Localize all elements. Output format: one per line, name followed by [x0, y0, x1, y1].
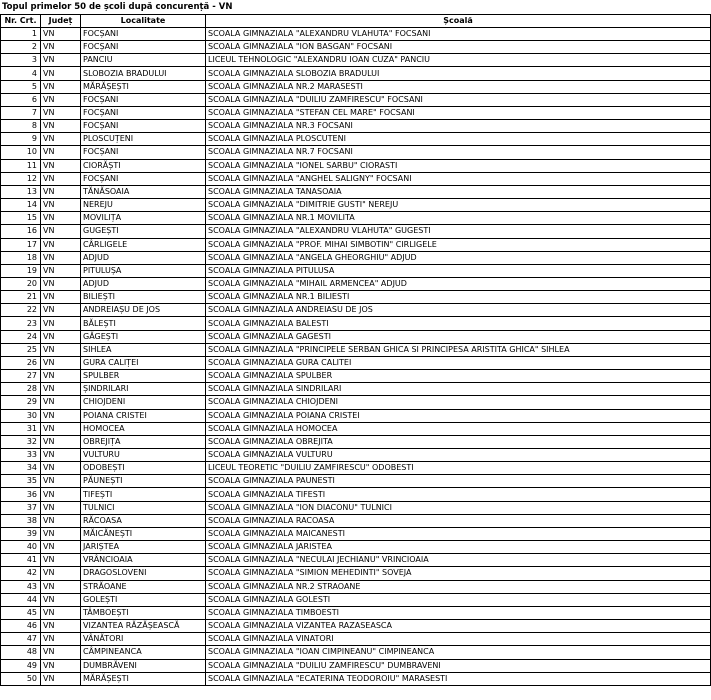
cell-nr: 26 [1, 356, 41, 369]
cell-nr: 4 [1, 67, 41, 80]
cell-nr: 15 [1, 212, 41, 225]
cell-judet: VN [41, 67, 81, 80]
cell-judet: VN [41, 277, 81, 290]
cell-localitate: CHIOJDENI [81, 396, 206, 409]
cell-scoala: SCOALA GIMNAZIALA "MIHAIL ARMENCEA" ADJUD [206, 277, 711, 290]
cell-localitate: TÂMBOEȘTI [81, 606, 206, 619]
table-row [1, 330, 711, 343]
table-row [1, 554, 711, 567]
cell-nr: 37 [1, 501, 41, 514]
cell-scoala: SCOALA GIMNAZIALA TANASOAIA [206, 185, 711, 198]
cell-scoala: SCOALA GIMNAZIALA "ECATERINA TEODOROIU" MARASESTI [206, 672, 711, 685]
cell-nr: 23 [1, 317, 41, 330]
cell-localitate: TĂNĂSOAIA [81, 185, 206, 198]
cell-localitate: GĂGEȘTI [81, 330, 206, 343]
cell-localitate: MĂICĂNEȘTI [81, 527, 206, 540]
cell-judet: VN [41, 659, 81, 672]
cell-localitate: VÂNĂTORI [81, 633, 206, 646]
cell-judet: VN [41, 120, 81, 133]
cell-scoala: SCOALA GIMNAZIALA VINATORI [206, 633, 711, 646]
cell-localitate: TIFEȘTI [81, 488, 206, 501]
cell-localitate: FOCȘANI [81, 106, 206, 119]
cell-localitate: ADJUD [81, 251, 206, 264]
cell-scoala: SCOALA GIMNAZIALA NR.7 FOCSANI [206, 146, 711, 159]
cell-localitate: GUGEȘTI [81, 225, 206, 238]
cell-scoala: SCOALA GIMNAZIALA "NECULAI JECHIANU" VRINCIOAIA [206, 554, 711, 567]
cell-scoala: SCOALA GIMNAZIALA GURA CALITEI [206, 356, 711, 369]
cell-localitate: GOLEȘTI [81, 593, 206, 606]
cell-localitate: DRAGOSLOVENI [81, 567, 206, 580]
cell-nr: 44 [1, 593, 41, 606]
table-row [1, 646, 711, 659]
cell-localitate: POIANA CRISTEI [81, 409, 206, 422]
cell-judet: VN [41, 527, 81, 540]
cell-localitate: FOCȘANI [81, 41, 206, 54]
cell-nr: 34 [1, 462, 41, 475]
cell-judet: VN [41, 554, 81, 567]
cell-localitate: FOCȘANI [81, 93, 206, 106]
cell-localitate: ODOBEȘTI [81, 462, 206, 475]
cell-localitate: CÂRLIGELE [81, 238, 206, 251]
cell-scoala: SCOALA GIMNAZIALA "SIMION MEHEDINTI" SOVEJA [206, 567, 711, 580]
cell-localitate: PANCIU [81, 54, 206, 67]
cell-scoala: SCOALA GIMNAZIALA "ANGHEL SALIGNY" FOCSANI [206, 172, 711, 185]
cell-scoala: SCOALA GIMNAZIALA NR.3 FOCSANI [206, 120, 711, 133]
schools-table [0, 14, 711, 686]
table-row [1, 238, 711, 251]
cell-scoala: SCOALA GIMNAZIALA "ANGELA GHEORGHIU" ADJUD [206, 251, 711, 264]
cell-scoala: SCOALA GIMNAZIALA "ION DIACONU" TULNICI [206, 501, 711, 514]
cell-judet: VN [41, 330, 81, 343]
cell-nr: 18 [1, 251, 41, 264]
cell-localitate: MOVILIȚA [81, 212, 206, 225]
table-row [1, 251, 711, 264]
table-row [1, 514, 711, 527]
cell-scoala: SCOALA GIMNAZIALA SINDRILARI [206, 383, 711, 396]
cell-nr: 6 [1, 93, 41, 106]
cell-judet: VN [41, 475, 81, 488]
cell-nr: 43 [1, 580, 41, 593]
table-row [1, 199, 711, 212]
cell-judet: VN [41, 409, 81, 422]
cell-scoala: SCOALA GIMNAZIALA RACOASA [206, 514, 711, 527]
cell-scoala: SCOALA GIMNAZIALA "DIMITRIE GUSTI" NEREJU [206, 199, 711, 212]
table-row [1, 422, 711, 435]
cell-judet: VN [41, 28, 81, 41]
cell-scoala: SCOALA GIMNAZIALA NR.2 MARASESTI [206, 80, 711, 93]
cell-scoala: SCOALA GIMNAZIALA SLOBOZIA BRADULUI [206, 67, 711, 80]
table-row [1, 93, 711, 106]
table-row [1, 41, 711, 54]
cell-nr: 20 [1, 277, 41, 290]
table-row [1, 304, 711, 317]
cell-scoala: SCOALA GIMNAZIALA JARISTEA [206, 541, 711, 554]
cell-judet: VN [41, 580, 81, 593]
table-row [1, 54, 711, 67]
cell-judet: VN [41, 514, 81, 527]
table-row [1, 356, 711, 369]
table-row [1, 475, 711, 488]
cell-nr: 10 [1, 146, 41, 159]
table-row [1, 541, 711, 554]
cell-scoala: SCOALA GIMNAZIALA PLOSCUTENI [206, 133, 711, 146]
cell-scoala: LICEUL TEHNOLOGIC "ALEXANDRU IOAN CUZA" PANCIU [206, 54, 711, 67]
cell-scoala: SCOALA GIMNAZIALA "STEFAN CEL MARE" FOCSANI [206, 106, 711, 119]
cell-scoala: SCOALA GIMNAZIALA VULTURU [206, 449, 711, 462]
cell-scoala: SCOALA GIMNAZIALA "IOAN CIMPINEANU" CIMPINEANCA [206, 646, 711, 659]
cell-judet: VN [41, 238, 81, 251]
cell-nr: 38 [1, 514, 41, 527]
cell-nr: 19 [1, 264, 41, 277]
cell-nr: 27 [1, 370, 41, 383]
cell-scoala: SCOALA GIMNAZIALA "ALEXANDRU VLAHUTA" FOCSANI [206, 28, 711, 41]
cell-scoala: SCOALA GIMNAZIALA ANDREIASU DE JOS [206, 304, 711, 317]
cell-nr: 8 [1, 120, 41, 133]
cell-nr: 28 [1, 383, 41, 396]
cell-judet: VN [41, 93, 81, 106]
cell-judet: VN [41, 317, 81, 330]
cell-nr: 22 [1, 304, 41, 317]
cell-judet: VN [41, 633, 81, 646]
cell-localitate: VRÂNCIOAIA [81, 554, 206, 567]
cell-judet: VN [41, 54, 81, 67]
cell-localitate: VULTURU [81, 449, 206, 462]
cell-localitate: MĂRĂȘEȘTI [81, 80, 206, 93]
table-row [1, 633, 711, 646]
cell-nr: 33 [1, 449, 41, 462]
cell-nr: 16 [1, 225, 41, 238]
cell-judet: VN [41, 501, 81, 514]
cell-nr: 14 [1, 199, 41, 212]
table-row [1, 343, 711, 356]
table-row [1, 593, 711, 606]
table-row [1, 185, 711, 198]
cell-judet: VN [41, 106, 81, 119]
cell-judet: VN [41, 172, 81, 185]
cell-localitate: JARIȘTEA [81, 541, 206, 554]
cell-localitate: TULNICI [81, 501, 206, 514]
cell-judet: VN [41, 185, 81, 198]
cell-judet: VN [41, 672, 81, 685]
table-row [1, 620, 711, 633]
column-header-nr: Nr. Crt. [1, 15, 41, 28]
table-row [1, 277, 711, 290]
table-row [1, 488, 711, 501]
cell-localitate: BILIEȘTI [81, 291, 206, 304]
cell-judet: VN [41, 370, 81, 383]
table-row [1, 80, 711, 93]
cell-scoala: SCOALA GIMNAZIALA TIMBOESTI [206, 606, 711, 619]
cell-localitate: PITULUȘA [81, 264, 206, 277]
cell-localitate: FOCȘANI [81, 146, 206, 159]
cell-judet: VN [41, 356, 81, 369]
cell-localitate: SPULBER [81, 370, 206, 383]
table-row [1, 567, 711, 580]
cell-scoala: LICEUL TEORETIC "DUILIU ZAMFIRESCU" ODOBESTI [206, 462, 711, 475]
table-row [1, 449, 711, 462]
cell-scoala: SCOALA GIMNAZIALA SPULBER [206, 370, 711, 383]
cell-judet: VN [41, 449, 81, 462]
cell-nr: 3 [1, 54, 41, 67]
cell-scoala: SCOALA GIMNAZIALA "IONEL SARBU" CIORASTI [206, 159, 711, 172]
cell-nr: 5 [1, 80, 41, 93]
cell-nr: 30 [1, 409, 41, 422]
table-row [1, 120, 711, 133]
cell-judet: VN [41, 133, 81, 146]
cell-scoala: SCOALA GIMNAZIALA PAUNESTI [206, 475, 711, 488]
table-row [1, 659, 711, 672]
cell-localitate: ȘINDRILARI [81, 383, 206, 396]
table-row [1, 580, 711, 593]
table-row [1, 67, 711, 80]
cell-judet: VN [41, 41, 81, 54]
cell-localitate: FOCȘANI [81, 28, 206, 41]
cell-judet: VN [41, 567, 81, 580]
cell-nr: 2 [1, 41, 41, 54]
table-row [1, 159, 711, 172]
table-row [1, 396, 711, 409]
cell-nr: 39 [1, 527, 41, 540]
cell-localitate: OBREJIȚA [81, 435, 206, 448]
cell-scoala: SCOALA GIMNAZIALA "ION BASGAN" FOCSANI [206, 41, 711, 54]
cell-judet: VN [41, 291, 81, 304]
table-row [1, 383, 711, 396]
cell-nr: 32 [1, 435, 41, 448]
table-row [1, 672, 711, 685]
cell-localitate: GURA CALIȚEI [81, 356, 206, 369]
cell-scoala: SCOALA GIMNAZIALA VIZANTEA RAZASEASCA [206, 620, 711, 633]
cell-nr: 49 [1, 659, 41, 672]
table-row [1, 409, 711, 422]
cell-judet: VN [41, 593, 81, 606]
table-row [1, 28, 711, 41]
cell-scoala: SCOALA GIMNAZIALA NR.1 MOVILITA [206, 212, 711, 225]
cell-scoala: SCOALA GIMNAZIALA CHIOJDENI [206, 396, 711, 409]
cell-judet: VN [41, 435, 81, 448]
cell-nr: 36 [1, 488, 41, 501]
cell-scoala: SCOALA GIMNAZIALA OBREJITA [206, 435, 711, 448]
cell-nr: 9 [1, 133, 41, 146]
cell-nr: 48 [1, 646, 41, 659]
page-title: Topul primelor 50 de școli după concurență - VN [2, 2, 233, 12]
table-row [1, 133, 711, 146]
cell-scoala: SCOALA GIMNAZIALA NR.1 BILIESTI [206, 291, 711, 304]
cell-scoala: SCOALA GIMNAZIALA "DUILIU ZAMFIRESCU" FOCSANI [206, 93, 711, 106]
table-row [1, 317, 711, 330]
table-row [1, 462, 711, 475]
table-row [1, 264, 711, 277]
cell-judet: VN [41, 606, 81, 619]
cell-nr: 45 [1, 606, 41, 619]
cell-scoala: SCOALA GIMNAZIALA GOLESTI [206, 593, 711, 606]
table-row [1, 370, 711, 383]
cell-nr: 25 [1, 343, 41, 356]
table-header-row [1, 15, 711, 28]
cell-scoala: SCOALA GIMNAZIALA MAICANESTI [206, 527, 711, 540]
cell-localitate: NEREJU [81, 199, 206, 212]
cell-nr: 31 [1, 422, 41, 435]
cell-localitate: PĂUNEȘTI [81, 475, 206, 488]
column-header-scoala: Școală [206, 15, 711, 28]
cell-localitate: PLOSCUȚENI [81, 133, 206, 146]
cell-localitate: CÂMPINEANCA [81, 646, 206, 659]
cell-nr: 21 [1, 291, 41, 304]
cell-nr: 50 [1, 672, 41, 685]
table-row [1, 435, 711, 448]
table-row [1, 291, 711, 304]
cell-judet: VN [41, 620, 81, 633]
cell-judet: VN [41, 541, 81, 554]
cell-nr: 7 [1, 106, 41, 119]
cell-localitate: BĂLEȘTI [81, 317, 206, 330]
cell-nr: 13 [1, 185, 41, 198]
table-row [1, 212, 711, 225]
cell-localitate: MĂRĂȘEȘTI [81, 672, 206, 685]
cell-scoala: SCOALA GIMNAZIALA "PROF. MIHAI SIMBOTIN" CIRLIGELE [206, 238, 711, 251]
cell-localitate: DUMBRĂVENI [81, 659, 206, 672]
cell-judet: VN [41, 199, 81, 212]
table-row [1, 146, 711, 159]
cell-nr: 29 [1, 396, 41, 409]
cell-scoala: SCOALA GIMNAZIALA BALESTI [206, 317, 711, 330]
cell-localitate: HOMOCEA [81, 422, 206, 435]
cell-nr: 46 [1, 620, 41, 633]
cell-nr: 12 [1, 172, 41, 185]
cell-judet: VN [41, 304, 81, 317]
cell-nr: 35 [1, 475, 41, 488]
cell-judet: VN [41, 146, 81, 159]
cell-localitate: FOCȘANI [81, 172, 206, 185]
table-row [1, 606, 711, 619]
cell-localitate: RĂCOASA [81, 514, 206, 527]
cell-judet: VN [41, 646, 81, 659]
table-row [1, 225, 711, 238]
cell-localitate: ADJUD [81, 277, 206, 290]
cell-localitate: VIZANTEA RĂZĂȘEASCĂ [81, 620, 206, 633]
cell-judet: VN [41, 488, 81, 501]
table-row [1, 172, 711, 185]
table-row [1, 501, 711, 514]
cell-localitate: STRĂOANE [81, 580, 206, 593]
cell-scoala: SCOALA GIMNAZIALA POIANA CRISTEI [206, 409, 711, 422]
cell-judet: VN [41, 212, 81, 225]
table-row [1, 106, 711, 119]
cell-nr: 47 [1, 633, 41, 646]
cell-nr: 17 [1, 238, 41, 251]
cell-scoala: SCOALA GIMNAZIALA NR.2 STRAOANE [206, 580, 711, 593]
cell-nr: 1 [1, 28, 41, 41]
cell-judet: VN [41, 343, 81, 356]
cell-scoala: SCOALA GIMNAZIALA HOMOCEA [206, 422, 711, 435]
cell-judet: VN [41, 462, 81, 475]
cell-localitate: SIHLEA [81, 343, 206, 356]
cell-judet: VN [41, 80, 81, 93]
cell-localitate: SLOBOZIA BRADULUI [81, 67, 206, 80]
cell-scoala: SCOALA GIMNAZIALA PITULUSA [206, 264, 711, 277]
column-header-localitate: Localitate [81, 15, 206, 28]
cell-localitate: FOCȘANI [81, 120, 206, 133]
cell-scoala: SCOALA GIMNAZIALA "ALEXANDRU VLAHUTA" GUGESTI [206, 225, 711, 238]
cell-scoala: SCOALA GIMNAZIALA "DUILIU ZAMFIRESCU" DUMBRAVENI [206, 659, 711, 672]
cell-judet: VN [41, 396, 81, 409]
cell-judet: VN [41, 264, 81, 277]
cell-nr: 41 [1, 554, 41, 567]
table-row [1, 527, 711, 540]
cell-judet: VN [41, 251, 81, 264]
cell-nr: 11 [1, 159, 41, 172]
cell-localitate: ANDREIAȘU DE JOS [81, 304, 206, 317]
cell-judet: VN [41, 159, 81, 172]
cell-nr: 24 [1, 330, 41, 343]
cell-scoala: SCOALA GIMNAZIALA GAGESTI [206, 330, 711, 343]
cell-nr: 42 [1, 567, 41, 580]
cell-judet: VN [41, 422, 81, 435]
cell-judet: VN [41, 225, 81, 238]
cell-scoala: SCOALA GIMNAZIALA TIFESTI [206, 488, 711, 501]
cell-judet: VN [41, 383, 81, 396]
column-header-judet: Județ [41, 15, 81, 28]
cell-scoala: SCOALA GIMNAZIALA "PRINCIPELE SERBAN GHICA SI PRINCIPESA ARISTITA GHICA" SIHLEA [206, 343, 711, 356]
cell-localitate: CIORĂȘTI [81, 159, 206, 172]
cell-nr: 40 [1, 541, 41, 554]
